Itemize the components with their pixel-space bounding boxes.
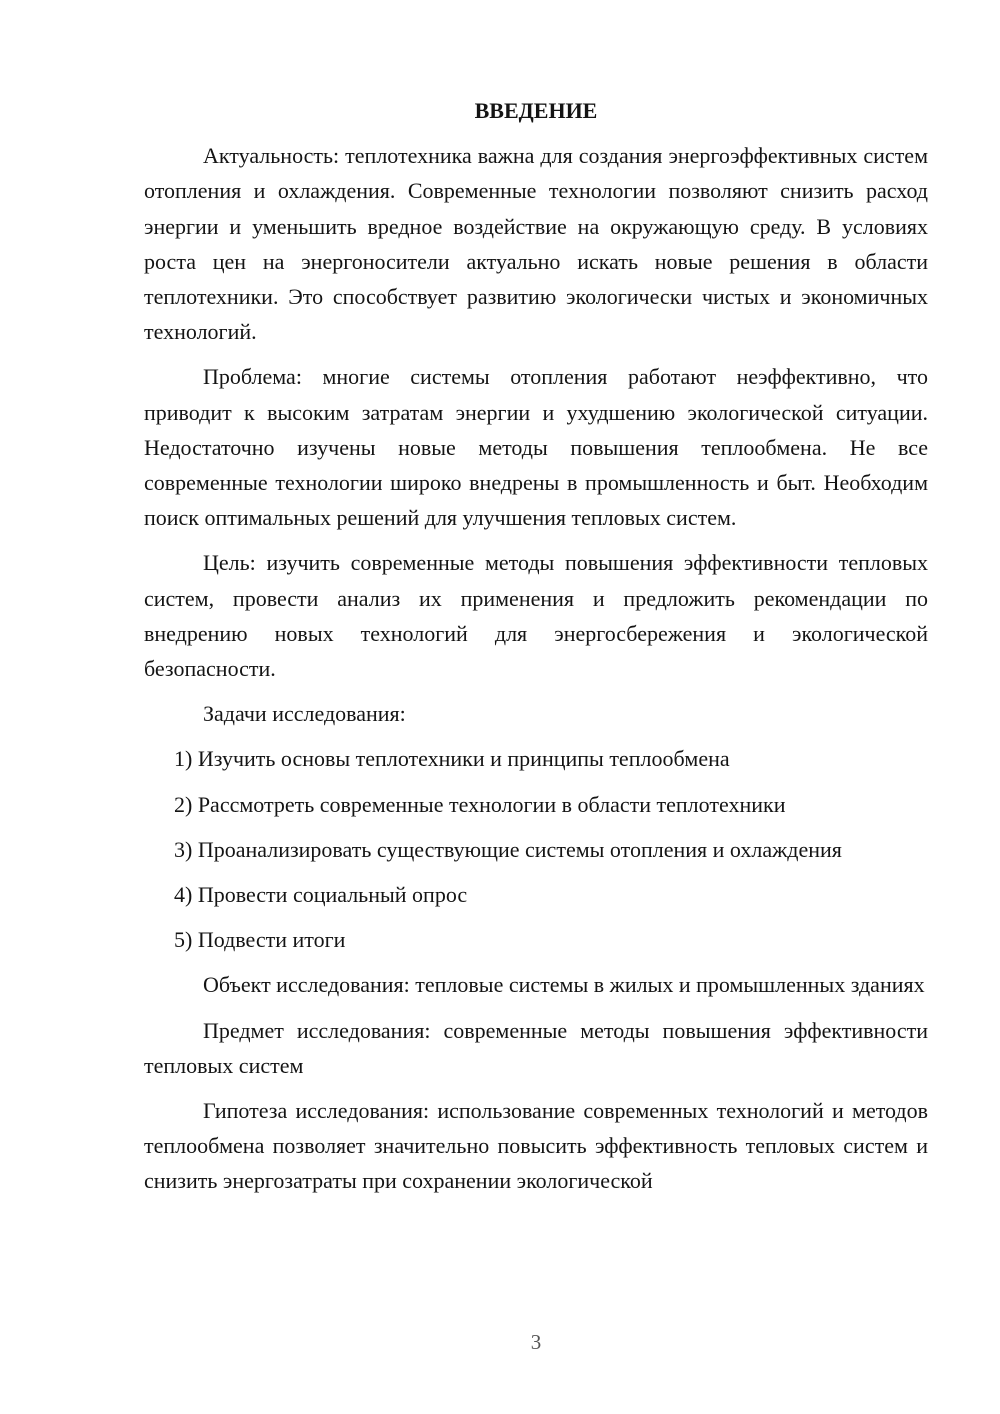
page-content: [144, 93, 928, 1209]
relevance-paragraph: Актуальность: теплотехника важна для создания энергоэффективных систем отопления и охлаждения. Современные технологии позволяют снизить расход энергии и уменьшить вредное воздействие на окружающую среду. В условиях роста цен на энергоносители актуально искать новые решения в области теплотехники. Это способствует развитию экологически чистых и экономичных технологий.: [144, 143, 928, 345]
object-paragraph: Объект исследования: тепловые системы в жилых и промышленных зданиях: [203, 972, 925, 998]
task-item: 5) Подвести итоги: [174, 927, 346, 953]
task-item: 1) Изучить основы теплотехники и принципы теплообмена: [174, 746, 730, 772]
task-item: 3) Проанализировать существующие системы отопления и охлаждения: [174, 836, 842, 862]
section-heading: ВВЕДЕНИЕ: [474, 98, 598, 123]
hypothesis-paragraph: Гипотеза исследования: использование современных технологий и методов теплообмена позволяет значительно повысить эффективность тепловых систем и снизить энергозатраты при сохранении экологической: [144, 1098, 928, 1194]
goal-paragraph: Цель: изучить современные методы повышения эффективности тепловых систем, провести анализ их применения и предложить рекомендации по внедрению новых технологий для энергосбережения и экологической безопасности.: [144, 550, 928, 682]
page-number: 3: [530, 1330, 542, 1354]
task-item: 4) Провести социальный опрос: [174, 882, 468, 908]
tasks-title: Задачи исследования:: [203, 701, 406, 727]
subject-paragraph: Предмет исследования: современные методы повышения эффективности тепловых систем: [144, 1017, 928, 1078]
tasks-list: [144, 741, 928, 957]
problem-paragraph: Проблема: многие системы отопления работают неэффективно, что приводит к высоким затратам энергии и ухудшению экологической ситуации. Недостаточно изучены новые методы повышения теплообмена. Не все современные технологии широко внедрены в промышленность и быт. Необходим поиск оптимальных решений для улучшения тепловых систем.: [144, 364, 928, 531]
task-item: 2) Рассмотреть современные технологии в области теплотехники: [174, 791, 786, 817]
